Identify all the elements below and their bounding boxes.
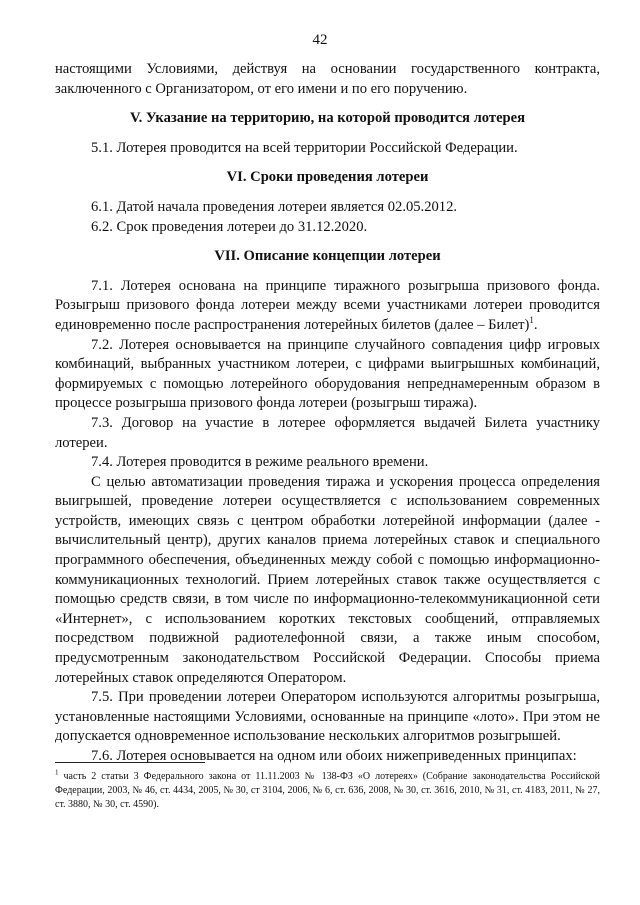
section-5-heading: V. Указание на территорию, на которой проводится лотерея (129, 110, 526, 127)
intro-paragraph: настоящими Условиями, действуя на основании государственного контракта, заключенного с Организатором, от его имени и по его поручению. (55, 61, 600, 97)
paragraph-7-5: 7.5. При проведении лотереи Оператором используются алгоритмы розыгрыша, установленные настоящими Условиями, основанные на принципе «лото». При этом не допускается одновременное использование нескольких алгоритмов розыгрышей. (55, 689, 600, 745)
paragraph-7-1-end: . (533, 316, 538, 333)
paragraph-7-3: 7.3. Договор на участие в лотерее оформляется выдачей Билета участнику лотереи. (55, 414, 600, 451)
paragraph-6-1: 6.1. Датой начала проведения лотереи является 02.05.2012. (91, 198, 458, 215)
paragraph-7-1-text: 7.1. Лотерея основана на принципе тиражного розыгрыша призового фонда. Розыгрыш призового фонда лотереи между всеми участниками лотереи проводится единовременно после распространения лотерейных билетов (далее – Билет) (55, 277, 600, 333)
footnote-divider (55, 762, 205, 763)
paragraph-6-2: 6.2. Срок проведения лотереи до 31.12.2020. (91, 218, 368, 235)
paragraph-7-6: 7.6. Лотерея основывается на одном или обоих нижеприведенных принципах: (91, 748, 577, 764)
footnote (55, 770, 600, 812)
section-7-heading: VII. Описание концепции лотереи (214, 248, 441, 265)
section-6-heading: VI. Сроки проведения лотереи (226, 169, 429, 186)
footnote-mark: 1 (55, 768, 59, 777)
paragraph-7-4: 7.4. Лотерея проводится в режиме реального времени. (91, 454, 429, 471)
paragraph-7-2: 7.2. Лотерея основывается на принципе случайного совпадения цифр игровых комбинаций, выбранных участником лотереи, с цифрами выигрышных комбинаций, формируемых с помощью лотерейного оборудования непреднамеренным образом в процессе розыгрыша призового фонда лотереи (розыгрыш тиража). (55, 336, 600, 412)
paragraph-7-4-continued: С целью автоматизации проведения тиража и ускорения процесса определения выигрышей, проведение лотереи осуществляется с использованием современных устройств, имеющих связь с центром обработки лотерейной информации (далее - вычислительный центр), других каналов приема лотерейных ставок и специального программного обеспечения, объединенных между собой с помощью информационно-коммуникационных технологий. Прием лотерейных ставок также осуществляется с помощью средств связи, в том числе по информационно-телекоммуникационной сети «Интернет», с использованием коротких текстовых сообщений, отправляемых посредством подвижной радиотелефонной связи, а также иным способом, предусмотренным законодательством Российской Федерации. Способы приема лотерейных ставок определяются Оператором. (55, 473, 600, 686)
paragraph-5-1: 5.1. Лотерея проводится на всей территории Российской Федерации. (91, 139, 518, 156)
paragraph-7-1 (55, 277, 600, 336)
page-number: 42 (312, 32, 328, 48)
footnote-text: часть 2 статьи 3 Федерального закона от 11.11.2003 № 138-ФЗ «О лотереях» (Собрание законодательства Российской Федерации, 2003, № 46, ст. 4434, 2005, № 30, ст 3104, 2006, № 6, ст. 636, 2008, № 30, ст. 3616, 2010, № 31, ст. 4183, 2011, № 27, ст. 3880, № 30, ст. 4590). (55, 771, 600, 810)
footnote-reference: 1 (529, 315, 534, 326)
document-body (55, 60, 600, 767)
